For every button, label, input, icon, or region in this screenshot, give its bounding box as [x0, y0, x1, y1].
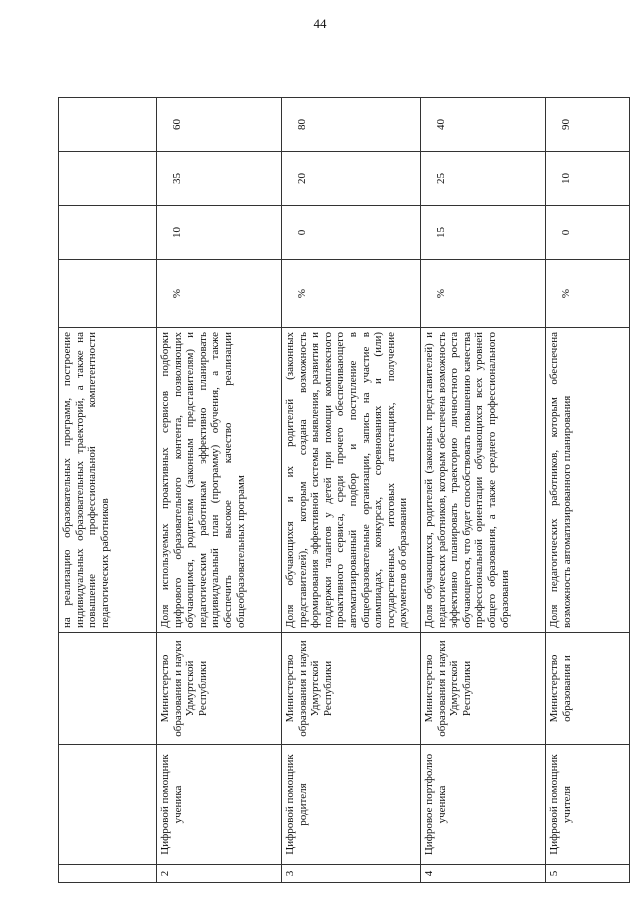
table-row — [59, 98, 157, 883]
indicator-text: на реализацию образовательных программ, построение индивидуальных образовательных траекторий, а также на повышение профессиональной компетентности педагогических работников — [59, 328, 157, 633]
table-row — [421, 98, 546, 883]
ministry-name: Министерство образования и — [546, 633, 630, 745]
table-row — [282, 98, 421, 883]
ministry-name — [59, 633, 157, 745]
service-name: Цифровой помощник ученика — [157, 745, 282, 865]
service-name: Цифровой помощник учителя — [546, 745, 630, 865]
value-2: 25 — [421, 152, 546, 206]
service-name: Цифровой помощник родителя — [282, 745, 421, 865]
ministry-name: Министерство образования и науки Удмуртской Республики — [421, 633, 546, 745]
value-1 — [59, 206, 157, 260]
row-number — [59, 865, 157, 883]
value-2: 10 — [546, 152, 630, 206]
value-2: 35 — [157, 152, 282, 206]
indicator-text: Доля педагогических работников, которым обеспечена возможность автоматизированного планирования — [546, 328, 630, 633]
table-body — [59, 98, 630, 883]
value-1: 0 — [282, 206, 421, 260]
page-number: 44 — [313, 16, 327, 31]
row-number: 3 — [282, 865, 421, 883]
value-3: 90 — [546, 98, 630, 152]
value-1: 15 — [421, 206, 546, 260]
table-row — [157, 98, 282, 883]
unit-value: % — [546, 260, 630, 328]
unit-value: % — [282, 260, 421, 328]
row-number: 2 — [157, 865, 282, 883]
service-name — [59, 745, 157, 865]
value-2: 20 — [282, 152, 421, 206]
rotated-table-container — [0, 13, 640, 893]
value-3: 40 — [421, 98, 546, 152]
value-2 — [59, 152, 157, 206]
indicator-text: Доля используемых проактивных сервисов подборки цифрового образовательного контента, позволяющих обучающимся, родителям (законным представителям) и педагогическим работникам эффективно планировать индивидуальный план (программу) обучения, а также обеспечить высокое качество реализации общеобразовательных программ — [157, 328, 282, 633]
value-1: 0 — [546, 206, 630, 260]
unit-value — [59, 260, 157, 328]
ministry-name: Министерство образования и науки Удмуртской Республики — [282, 633, 421, 745]
indicator-text: Доля обучающихся, родителей (законных представителей) и педагогических работников, которым обеспечена возможность эффективно планировать траекторию личностного роста обучающегося, что будет способствовать повышению качества профессиональной ориентации обучающихся всех уровней общего образования, а также среднего профессионального образования — [421, 328, 546, 633]
unit-value: % — [421, 260, 546, 328]
table-row — [546, 98, 630, 883]
value-3 — [59, 98, 157, 152]
row-number: 5 — [546, 865, 630, 883]
value-3: 80 — [282, 98, 421, 152]
value-1: 10 — [157, 206, 282, 260]
row-number: 4 — [421, 865, 546, 883]
service-name: Цифровое портфолио ученика — [421, 745, 546, 865]
indicators-table — [58, 97, 630, 883]
indicator-text: Доля обучающихся и их родителей (законных представителей), которым создана возможность формирования эффективной системы выявления, развития и поддержки талантов у детей при помощи комплексного проактивного сервиса, среди прочего обеспечивающего автоматизированный подбор и поступление в общеобразовательные организации, запись на участие в олимпиадах, конкурсах, соревнованиях и (или) государственных итоговых аттестациях, получение документов об образовании — [282, 328, 421, 633]
value-3: 60 — [157, 98, 282, 152]
ministry-name: Министерство образования и науки Удмуртской Республики — [157, 633, 282, 745]
unit-value: % — [157, 260, 282, 328]
